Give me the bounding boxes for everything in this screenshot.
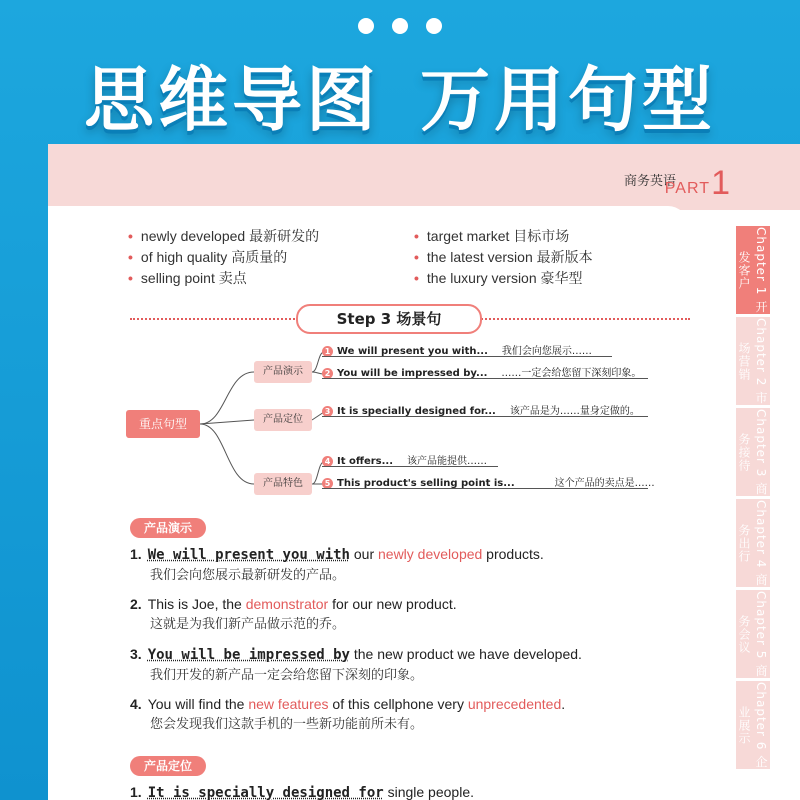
dot-2	[392, 18, 408, 34]
chapter-tab-6[interactable]: Chapter 6 企业展示	[737, 681, 768, 769]
banner-title	[0, 44, 800, 145]
vocab-list-right	[414, 226, 593, 289]
mind-map-sentence-5: 5 This product's selling point is... 这个产品的卖点是……	[322, 474, 655, 489]
vocab-item: • target market 目标市场	[414, 228, 570, 244]
banner-left: 思维导图	[84, 59, 380, 141]
mind-map-root: 重点句型	[126, 410, 200, 438]
example-sentence: 2. This is Joe, the demonstrator for our new product. 这就是为我们新产品做示范的乔。	[130, 596, 457, 632]
chapter-tab-4[interactable]: Chapter 4 商务出行	[737, 499, 768, 587]
mind-map-sentence-3: 3 It is specially designed for... 该产品是为……量身定做的。	[322, 402, 640, 417]
pagination-dots	[0, 18, 800, 38]
vocab-item: • of high quality 高质量的	[128, 249, 288, 265]
mind-map-group-3: 产品特色	[254, 473, 312, 495]
mind-map-sentence-4: 4 It offers... 该产品能提供……	[322, 452, 487, 467]
vocab-item: • selling point 卖点	[128, 270, 247, 286]
example-sentence: 1. We will present you with our newly developed products. 我们会向您展示最新研发的产品。	[130, 546, 544, 583]
dot-1	[358, 18, 374, 34]
example-sentence: 3. You will be impressed by the new product we have developed. 我们开发的新产品一定会给您留下深刻的印象。	[130, 646, 582, 683]
banner-right: 万用句型	[420, 59, 716, 141]
mind-map-group-1: 产品演示	[254, 361, 312, 383]
chapter-tab-2[interactable]: Chapter 2 市场营销	[737, 317, 768, 405]
example-sentence: 4. You will find the new features of this cellphone very unprecedented. 您会发现我们这款手机的一些新功能前所未有。	[130, 696, 566, 732]
mind-map-group-2: 产品定位	[254, 409, 312, 431]
vocab-item: • the latest version 最新版本	[414, 249, 593, 265]
vocab-item: • the luxury version 豪华型	[414, 270, 583, 286]
book-page	[48, 144, 800, 800]
dot-3	[426, 18, 442, 34]
example-sentence: 1. It is specially designed for single people.	[130, 784, 474, 800]
chapter-tabs	[736, 226, 800, 772]
mind-map-sentence-1: 1 We will present you with... 我们会向您展示……	[322, 342, 592, 357]
part-title: 商务英语	[623, 174, 676, 189]
part-word: PART	[664, 180, 710, 197]
step-title: Step 3 场景句	[296, 304, 482, 334]
chapter-tab-1[interactable]: Chapter 1 开发客户	[737, 226, 768, 314]
page-header-band	[48, 144, 800, 210]
chapter-tab-5[interactable]: Chapter 5 商务会议	[737, 590, 768, 678]
section-label-2: 产品定位	[130, 756, 206, 776]
chapter-tab-3[interactable]: Chapter 3 商务接待	[737, 408, 768, 496]
vocab-item: • newly developed 最新研发的	[128, 228, 320, 244]
part-number: 1	[711, 164, 730, 202]
section-label-1: 产品演示	[130, 518, 206, 538]
vocab-list-left	[128, 226, 319, 289]
mind-map	[126, 342, 686, 502]
mind-map-sentence-2: 2 You will be impressed by... ……一定会给您留下深刻印象。	[322, 364, 641, 379]
